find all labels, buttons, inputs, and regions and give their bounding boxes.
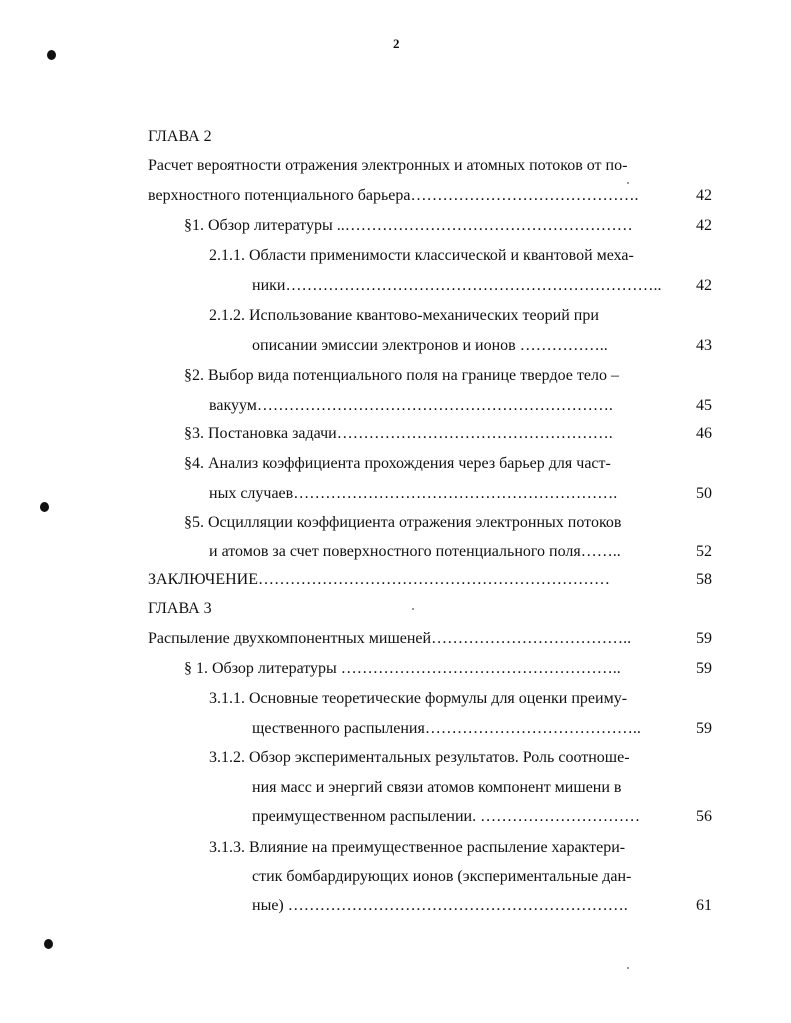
- ch2-section5-line1: §5. Осцилляции коэффициента отражения электронных потоков: [184, 514, 622, 531]
- ch2-section2-line2: вакуум………………………………………………………….: [209, 397, 613, 414]
- ch3-sub1-line1: 3.1.1. Основные теоретические формулы для оценки преиму-: [209, 690, 628, 707]
- chapter2-title-line1: Расчет вероятности отражения электронных и атомных потоков от по-: [148, 157, 628, 174]
- binder-hole-middle: [40, 502, 49, 512]
- ch3-sub3-line1: 3.1.3. Влияние на преимущественное распыление характери-: [209, 839, 626, 856]
- ch3-sub2-page: 56: [696, 808, 712, 825]
- ch3-sub1-line2: щественного распыления…………………………………..: [252, 720, 641, 737]
- ch3-sub2-line2: ния масс и энергий связи атомов компонент мишени в: [252, 779, 622, 796]
- ch2-sub1-line1: 2.1.1. Области применимости классической и квантовой меха-: [209, 247, 634, 264]
- ch3-sub2-line3: преимущественном распылении. …………………………: [252, 808, 641, 825]
- conclusion-entry: ЗАКЛЮЧЕНИЕ…………………………………………………………: [148, 571, 610, 588]
- chapter3-heading: ГЛАВА 3: [148, 600, 212, 617]
- ch2-section1-page: 42: [696, 217, 712, 234]
- ch2-section2-page: 45: [696, 397, 712, 414]
- ch3-sub1-page: 59: [696, 720, 712, 737]
- ch2-sub1-page: 42: [696, 277, 712, 294]
- scan-speck: [412, 608, 414, 610]
- ch2-section3-page: 46: [696, 425, 712, 442]
- chapter2-title-page: 42: [696, 187, 712, 204]
- binder-hole-top: [47, 50, 56, 60]
- ch2-sub2-line1: 2.1.2. Использование квантово-механических теорий при: [209, 307, 599, 324]
- ch2-section5-page: 52: [696, 543, 712, 560]
- ch2-section5-line2: и атомов за счет поверхностного потенциального поля……..: [209, 543, 621, 560]
- page-number: 2: [393, 36, 400, 51]
- binder-hole-bottom: [44, 939, 53, 949]
- ch2-section2-line1: §2. Выбор вида потенциального поля на границе твердое тело –: [184, 367, 619, 384]
- ch2-section3: §3. Постановка задачи…………………………………………….: [184, 425, 613, 442]
- ch3-section1-page: 59: [696, 660, 712, 677]
- ch2-section4-line1: §4. Анализ коэффициента прохождения через барьер для част-: [184, 455, 611, 472]
- ch2-sub2-page: 43: [696, 337, 712, 354]
- ch3-sub3-page: 61: [696, 897, 712, 914]
- ch2-sub2-line2: описании эмиссии электронов и ионов ……………..: [252, 337, 608, 354]
- ch3-sub2-line1: 3.1.2. Обзор экспериментальных результатов. Роль соотноше-: [209, 749, 630, 766]
- ch2-sub1-line2: ники……………………………………………………………..: [252, 277, 662, 294]
- scan-speck: [627, 967, 629, 969]
- scan-speck: [627, 182, 629, 184]
- conclusion-page: 58: [696, 571, 712, 588]
- ch2-section4-page: 50: [696, 485, 712, 502]
- chapter2-title-line2: верхностного потенциального барьера…………………………………….: [148, 187, 639, 204]
- ch3-section1: § 1. Обзор литературы ……………………………………………..: [184, 660, 621, 677]
- chapter3-title: Распыление двухкомпонентных мишеней………………………………..: [148, 630, 632, 647]
- chapter3-title-page: 59: [696, 630, 712, 647]
- ch2-section1: §1. Обзор литературы ..………………………………………………: [184, 217, 633, 234]
- ch2-section4-line2: ных случаев…………………………………………………….: [209, 485, 618, 502]
- chapter2-heading: ГЛАВА 2: [148, 128, 212, 145]
- ch3-sub3-line2: стик бомбардирующих ионов (экспериментальные дан-: [252, 868, 632, 885]
- ch3-sub3-line3: ные) ……………………………………………………….: [252, 897, 628, 914]
